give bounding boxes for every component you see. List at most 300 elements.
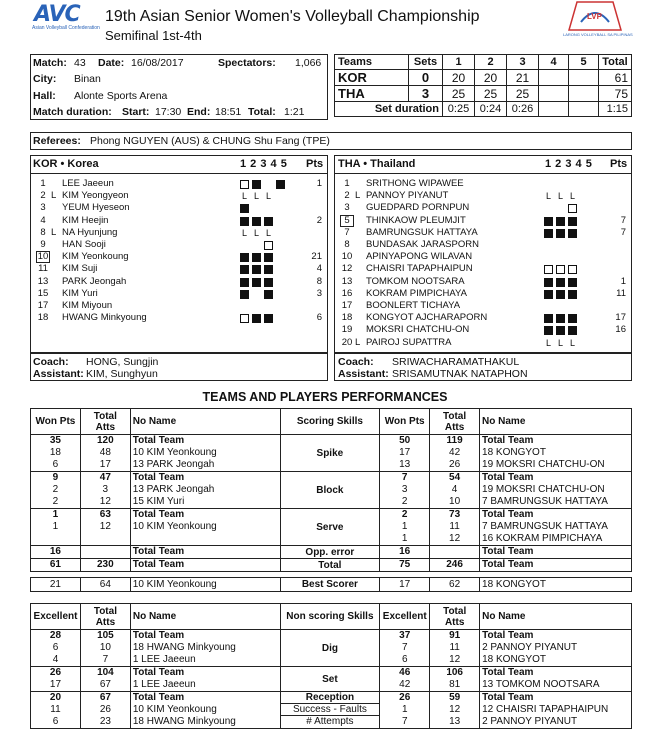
left-name-value: 18 HWANG Minkyoung — [132, 716, 236, 727]
left-attempts-value: 12 — [99, 521, 111, 532]
right-won-value: 17 — [399, 447, 411, 458]
set-starter-square — [568, 217, 577, 226]
player-points: 11 — [616, 287, 626, 299]
end-time: 18:51 — [215, 106, 242, 118]
roster-player-row — [30, 288, 328, 300]
skill-row — [31, 472, 632, 509]
kor-pts-header: Pts — [306, 158, 324, 170]
set-duration-row — [335, 102, 632, 117]
score-header: 3 — [507, 55, 539, 70]
set-starter-square — [544, 326, 553, 335]
performance-header-cell: Excellent — [380, 604, 430, 630]
set-libero-mark: L — [545, 337, 551, 348]
set-libero-mark: L — [241, 191, 247, 202]
kor-coach-label: Coach: — [33, 356, 69, 368]
set-starter-square — [556, 290, 565, 299]
right-name-value: 2 PANNOY PIYANUT — [482, 716, 578, 727]
skill-cell — [480, 630, 632, 667]
player-name: BUNDASAK JARASPORN — [366, 239, 479, 250]
player-name: KONGYOT AJCHARAPORN — [366, 312, 488, 324]
skill-cell — [80, 509, 130, 546]
skill-cell — [480, 472, 632, 509]
right-attempts-value: 119 — [446, 435, 463, 446]
skill-cell — [80, 692, 130, 729]
total-points: 75 — [599, 86, 632, 102]
skill-cell — [80, 546, 130, 559]
player-name: KIM Suji — [62, 263, 98, 275]
set-sub-square — [240, 314, 249, 323]
set-starter-square — [568, 290, 577, 299]
roster-player-row — [30, 202, 328, 214]
set-participation — [544, 216, 580, 228]
set-starter-square — [544, 278, 553, 287]
roster-player-row — [334, 239, 632, 251]
left-name — [133, 472, 278, 508]
right-won-value: 50 — [399, 435, 411, 446]
right-attempts — [432, 435, 477, 471]
performance-header-cell: Total Atts — [430, 604, 480, 630]
performance-header-cell: Total Atts — [430, 409, 480, 435]
right-won-value: 13 — [399, 459, 411, 470]
skill-cell — [430, 667, 480, 692]
skill-cell — [80, 472, 130, 509]
right-name — [482, 667, 629, 691]
right-won — [382, 546, 427, 558]
left-attempts — [83, 546, 128, 558]
left-name-value: Total Team — [132, 692, 185, 703]
skill-cell — [130, 435, 280, 472]
right-name — [482, 546, 629, 558]
right-attempts — [432, 692, 477, 728]
player-name: KIM Yuri — [62, 287, 98, 299]
left-won-value: 6 — [52, 642, 59, 653]
right-won-value: 46 — [399, 667, 411, 678]
right-won-value: 3 — [401, 484, 408, 495]
skill-row — [31, 435, 632, 472]
tha-coach-name: SRIWACHARAMATHAKUL — [392, 356, 520, 368]
set-starter-square — [568, 326, 577, 335]
set-starter-square — [252, 265, 261, 274]
set-starter-square — [556, 326, 565, 335]
set-starter-square — [264, 278, 273, 287]
left-won-value: 6 — [52, 459, 59, 470]
player-number: 2 — [344, 190, 350, 202]
left-won — [33, 509, 78, 533]
right-won — [382, 509, 427, 545]
score-header: Total — [599, 55, 632, 70]
set-score — [569, 86, 599, 102]
avc-logo-text: AVC — [34, 2, 80, 27]
right-attempts-value: 12 — [449, 654, 461, 665]
player-number: 12 — [341, 263, 353, 275]
score-table — [334, 54, 632, 117]
left-attempts-value: 23 — [99, 716, 111, 727]
left-attempts-value: 104 — [97, 667, 114, 678]
right-attempts-value: 73 — [449, 509, 461, 520]
player-name: LEE Jaeeun — [62, 178, 114, 189]
left-attempts — [83, 667, 128, 691]
player-name: GUEDPARD PORNPUN — [366, 202, 470, 214]
right-won — [382, 667, 427, 691]
roster-player-row — [334, 263, 632, 275]
performance-header-cell: Total Atts — [80, 409, 130, 435]
lvp-logo — [563, 0, 633, 40]
right-won-value: 42 — [399, 679, 411, 690]
referees-value: Phong NGUYEN (AUS) & CHUNG Shu Fang (TPE) — [90, 135, 330, 147]
left-attempts-value: 17 — [99, 459, 111, 470]
skill-cell — [130, 472, 280, 509]
total-time: 1:21 — [284, 106, 305, 118]
right-name-value: 2 PANNOY PIYANUT — [482, 642, 578, 653]
player-number: 8 — [40, 226, 46, 238]
right-won — [382, 435, 427, 471]
left-won — [33, 435, 78, 471]
scoring-skills-table — [30, 408, 632, 592]
skill-cell — [31, 692, 81, 729]
right-attempts-value: 81 — [449, 679, 461, 690]
best-scorer-cell: 21 — [31, 578, 81, 592]
best-scorer-cell: 10 KIM Yeonkoung — [130, 578, 280, 592]
libero-marker: L — [51, 226, 57, 238]
player-name: KIM Miyoun — [62, 300, 113, 311]
skill-cell — [480, 546, 632, 559]
right-attempts-value: 26 — [449, 459, 461, 470]
left-name-value: Total Team — [132, 509, 185, 520]
left-name — [133, 546, 278, 558]
right-name-value: 12 CHAISRI TAPAPHAIPUN — [482, 704, 609, 715]
left-won-value: 6 — [52, 716, 59, 727]
right-name-value: 7 BAMRUNGSUK HATTAYA — [482, 521, 608, 532]
player-name: PANNOY PIYANUT — [366, 190, 449, 202]
left-name — [133, 667, 278, 691]
skill-cell — [380, 667, 430, 692]
left-attempts-value: 3 — [102, 484, 109, 495]
skill-label: Total — [318, 559, 342, 571]
hall-label: Hall: — [33, 90, 56, 102]
right-won-value: 1 — [401, 704, 408, 715]
right-attempts — [432, 559, 477, 571]
player-name: KOKRAM PIMPICHAYA — [366, 287, 467, 299]
right-won — [382, 472, 427, 508]
skill-row — [31, 630, 632, 667]
performance-header-cell: Scoring Skills — [280, 409, 380, 435]
left-name — [133, 692, 278, 728]
set-score — [539, 70, 569, 86]
set-duration: 0:24 — [475, 102, 507, 117]
right-attempts-value: 91 — [449, 630, 461, 641]
player-number: 10 — [37, 251, 49, 263]
left-attempts — [83, 630, 128, 666]
left-won-value: 20 — [49, 692, 62, 703]
libero-marker: L — [355, 190, 361, 202]
skill-cell — [80, 559, 130, 572]
set-participation — [544, 203, 580, 215]
right-won-value: 7 — [401, 716, 408, 727]
player-name: HAN Sooji — [62, 239, 106, 250]
player-name: PAIROJ SUPATTRA — [366, 336, 452, 348]
right-attempts — [432, 472, 477, 508]
best-scorer-cell: Best Scorer — [280, 578, 380, 592]
player-points: 3 — [316, 287, 322, 299]
player-number: 1 — [344, 178, 350, 189]
best-scorer-cell: 62 — [430, 578, 480, 592]
skill-sublabel: Success - Faults — [281, 703, 380, 715]
skill-cell — [130, 546, 280, 559]
set-participation — [544, 338, 580, 350]
hall-value: Alonte Sports Arena — [74, 90, 168, 102]
left-attempts-value: 10 — [99, 642, 111, 653]
page-title: 19th Asian Senior Women's Volleyball Championship — [105, 8, 480, 25]
player-number: 18 — [37, 312, 49, 324]
skill-name — [280, 559, 380, 572]
player-number: 7 — [344, 226, 350, 238]
roster-player-row — [334, 215, 632, 227]
right-won-value: 75 — [399, 559, 411, 570]
set-libero-mark: L — [265, 191, 271, 202]
tha-team-title: THA • Thailand — [338, 158, 416, 170]
set-libero-mark: L — [557, 337, 563, 348]
set-starter-square — [252, 314, 261, 323]
best-scorer-cell: 64 — [80, 578, 130, 592]
performance-header-cell: No Name — [480, 409, 632, 435]
right-attempts-value: 12 — [449, 533, 461, 544]
score-header: Teams — [335, 55, 409, 70]
performance-header-cell: Won Pts — [380, 409, 430, 435]
player-number: 9 — [40, 239, 46, 250]
set-empty — [252, 241, 261, 250]
set-empty — [252, 290, 261, 299]
set-empty — [544, 204, 553, 213]
kor-assistant-name: KIM, Sunghyun — [86, 368, 158, 380]
roster-player-row — [334, 202, 632, 214]
team-code: KOR — [335, 70, 409, 86]
right-name-value: 19 MOKSRI CHATCHU-ON — [482, 484, 605, 495]
set-starter-square — [240, 290, 249, 299]
skill-cell — [31, 630, 81, 667]
skill-cell — [480, 667, 632, 692]
player-number: 4 — [40, 214, 46, 226]
player-name: HWANG Minkyoung — [62, 312, 147, 324]
left-won-value: 1 — [52, 521, 59, 532]
roster-player-row — [30, 300, 328, 312]
player-points: 21 — [311, 251, 322, 263]
set-starter-square — [568, 278, 577, 287]
left-won-value: 61 — [49, 559, 61, 570]
left-won-value: 4 — [52, 654, 59, 665]
right-won — [382, 692, 427, 728]
skill-label: Block — [316, 484, 344, 496]
right-attempts-value: 42 — [449, 447, 461, 458]
left-won-value: 28 — [49, 630, 62, 641]
set-starter-square — [252, 217, 261, 226]
tha-roster-header-line — [334, 173, 632, 174]
player-name: BAMRUNGSUK HATTAYA — [366, 226, 478, 238]
tha-pts-header: Pts — [610, 158, 628, 170]
roster-player-row — [30, 312, 328, 324]
right-name — [482, 692, 629, 728]
set-libero-mark: L — [569, 337, 575, 348]
tha-roster-list — [334, 178, 632, 350]
right-won — [382, 630, 427, 666]
set-participation — [240, 179, 288, 191]
left-attempts — [83, 692, 128, 728]
left-name — [133, 509, 278, 533]
libero-marker: L — [355, 336, 361, 348]
player-number: 16 — [341, 287, 353, 299]
left-name — [133, 435, 278, 471]
right-won — [382, 559, 427, 571]
roster-player-row — [30, 276, 328, 288]
start-label: Start: — [122, 106, 150, 118]
tha-assistant-label: Assistant: — [338, 368, 389, 380]
player-name: NA Hyunjung — [62, 226, 118, 238]
set-starter-square — [544, 229, 553, 238]
spectators-label: Spectators: — [218, 57, 276, 69]
skill-cell — [31, 546, 81, 559]
right-won-value: 7 — [401, 472, 408, 483]
date-label: Date: — [98, 57, 125, 69]
right-won-value: 26 — [399, 692, 411, 703]
right-attempts-value — [432, 546, 477, 558]
set-libero-mark: L — [569, 191, 575, 202]
performance-header-cell: Total Atts — [80, 604, 130, 630]
player-points: 8 — [316, 275, 322, 287]
skill-cell — [430, 546, 480, 559]
skill-label: Serve — [316, 521, 344, 533]
set-participation — [544, 325, 580, 337]
end-label: End: — [187, 106, 211, 118]
player-name: YEUM Hyeseon — [62, 202, 130, 214]
right-won-value: 16 — [399, 546, 411, 557]
player-number: 17 — [341, 300, 353, 311]
left-name-value: 1 LEE Jaeeun — [132, 679, 196, 690]
right-won-value: 1 — [401, 533, 408, 544]
match-date: 16/08/2017 — [131, 57, 184, 69]
left-attempts-value: 47 — [99, 472, 111, 483]
skill-cell — [430, 509, 480, 546]
right-attempts-value: 11 — [449, 642, 460, 653]
set-starter-square — [568, 229, 577, 238]
skill-cell — [380, 692, 430, 729]
set-starter-square — [264, 314, 273, 323]
skill-cell — [80, 435, 130, 472]
set-libero-mark: L — [545, 191, 551, 202]
right-name-value: 13 TOMKOM NOOTSARA — [482, 679, 600, 690]
set-score: 20 — [443, 70, 475, 86]
right-name — [482, 509, 629, 545]
right-name-value: 7 BAMRUNGSUK HATTAYA — [482, 496, 608, 507]
set-score: 20 — [475, 70, 507, 86]
right-name — [482, 630, 629, 666]
right-attempts-value: 59 — [449, 692, 461, 703]
roster-player-row — [30, 239, 328, 251]
start-time: 17:30 — [155, 106, 182, 118]
lvp-logo-text: LVP — [587, 12, 602, 21]
libero-marker: L — [51, 190, 57, 202]
set-empty — [240, 241, 249, 250]
left-name-value: Total Team — [132, 667, 185, 678]
player-number: 13 — [341, 275, 353, 287]
player-number: 18 — [341, 312, 353, 324]
set-starter-square — [556, 314, 565, 323]
left-attempts — [83, 435, 128, 471]
set-libero-mark: L — [253, 227, 259, 238]
right-attempts-value: 246 — [446, 559, 463, 570]
set-starter-square — [556, 217, 565, 226]
skill-cell — [380, 435, 430, 472]
set-participation — [240, 289, 276, 301]
skill-row — [31, 509, 632, 546]
left-name-value: 1 LEE Jaeeun — [132, 654, 196, 665]
player-name: APINYAPONG WILAVAN — [366, 251, 473, 263]
skill-cell — [430, 559, 480, 572]
best-scorer-cell: 17 — [380, 578, 430, 592]
set-participation — [240, 277, 276, 289]
skill-label: Opp. error — [305, 546, 355, 558]
left-attempts — [83, 559, 128, 571]
performance-header-row — [31, 604, 632, 630]
avc-logo — [30, 2, 100, 30]
set-starter-square — [544, 217, 553, 226]
right-name-value: Total Team — [482, 509, 534, 520]
set-participation — [544, 277, 580, 289]
set-participation — [240, 216, 276, 228]
skill-cell — [430, 435, 480, 472]
set-participation — [240, 191, 276, 203]
skill-cell — [31, 472, 81, 509]
player-number: 13 — [37, 275, 49, 287]
right-won-value: 1 — [401, 521, 408, 532]
player-number: 3 — [40, 202, 46, 214]
roster-player-row — [334, 190, 632, 202]
left-attempts-value — [83, 546, 128, 558]
match-number: 43 — [74, 57, 86, 69]
player-points: 16 — [615, 324, 626, 336]
skill-sublabel: # Attempts — [281, 715, 380, 727]
skill-cell — [130, 692, 280, 729]
skill-label: Reception — [305, 692, 355, 703]
player-name: KIM Yeongyeon — [62, 190, 129, 202]
best-scorer-row — [31, 578, 632, 592]
set-sub-square — [264, 241, 273, 250]
left-name-value: Total Team — [132, 472, 185, 483]
set-starter-square — [544, 290, 553, 299]
performance-title: TEAMS AND PLAYERS PERFORMANCES — [202, 390, 448, 404]
player-number: 20 — [341, 336, 353, 348]
skill-cell — [130, 630, 280, 667]
left-won-value: 17 — [49, 679, 62, 690]
set-libero-mark: L — [241, 227, 247, 238]
skill-cell — [31, 509, 81, 546]
left-won — [33, 546, 78, 558]
right-name — [482, 559, 629, 571]
roster-player-row — [30, 215, 328, 227]
right-attempts — [432, 509, 477, 545]
skill-name — [280, 472, 380, 509]
left-name — [133, 630, 278, 666]
set-participation — [544, 264, 580, 276]
performance-header-cell: Non scoring Skills — [280, 604, 380, 630]
player-name: PARK Jeongah — [62, 275, 127, 287]
left-name-value: 13 PARK Jeongah — [132, 484, 215, 495]
left-name-value: 13 PARK Jeongah — [132, 459, 215, 470]
page-subtitle: Semifinal 1st-4th — [105, 28, 202, 43]
set-starter-square — [544, 314, 553, 323]
skill-cell — [31, 559, 81, 572]
skill-cell — [480, 692, 632, 729]
left-won-value: 1 — [52, 509, 59, 520]
skill-cell — [430, 692, 480, 729]
